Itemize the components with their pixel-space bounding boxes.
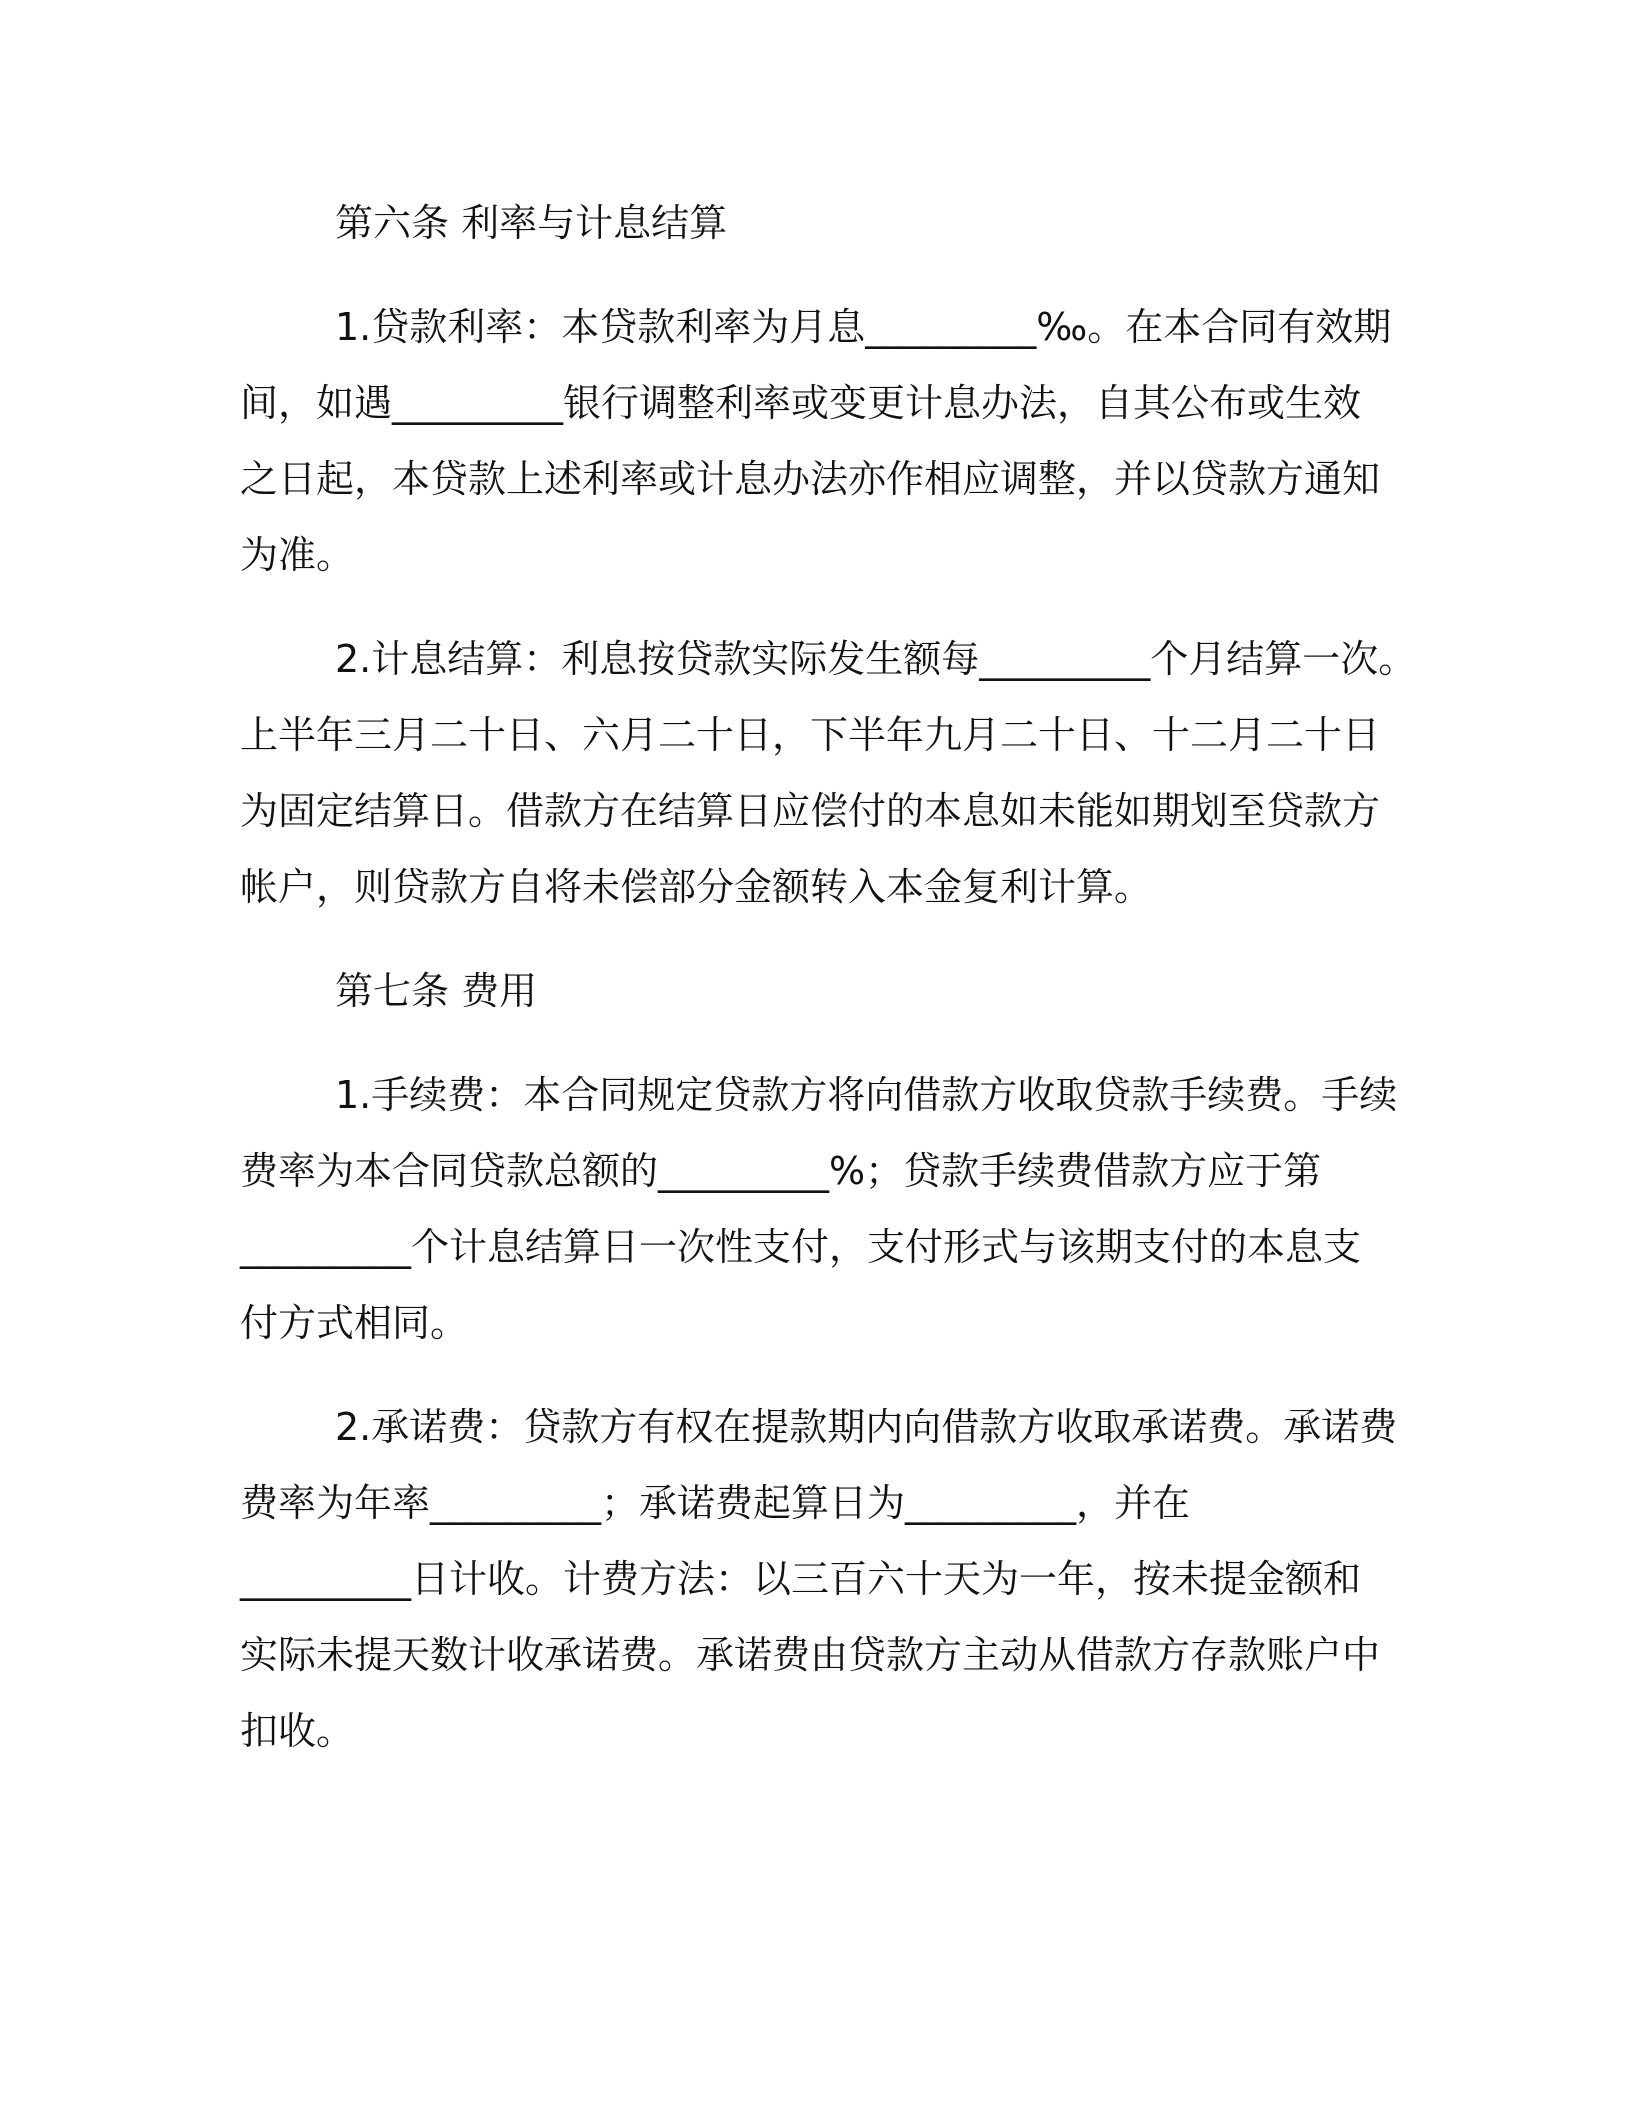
paragraph-line: 1.贷款利率：本贷款利率为月息_________‰。在本合同有效期 bbox=[335, 305, 1392, 349]
paragraph-line: _________日计收。计费方法：以三百六十天为一年，按未提金额和 bbox=[240, 1557, 1362, 1601]
paragraph-line: 间，如遇_________银行调整利率或变更计息办法，自其公布或生效 bbox=[240, 381, 1362, 425]
paragraph-line: 2.计息结算：利息按贷款实际发生额每_________个月结算一次。 bbox=[335, 637, 1417, 681]
paragraph-line: 1.手续费：本合同规定贷款方将向借款方收取贷款手续费。手续 bbox=[335, 1073, 1398, 1117]
article-7-clause-2 bbox=[240, 1389, 1398, 1769]
article-6-heading bbox=[240, 185, 1380, 261]
paragraph-line: 2.承诺费：贷款方有权在提款期内向借款方收取承诺费。承诺费 bbox=[335, 1405, 1398, 1449]
article-6-clause-1 bbox=[240, 289, 1392, 593]
paragraph-line: 实际未提天数计收承诺费。承诺费由贷款方主动从借款方存款账户中 bbox=[240, 1633, 1381, 1677]
document-page bbox=[240, 185, 1417, 1797]
paragraph-line: 扣收。 bbox=[240, 1709, 355, 1753]
paragraph-line: 上半年三月二十日、六月二十日，下半年九月二十日、十二月二十日 bbox=[240, 713, 1381, 757]
article-7-title: 第七条 费用 bbox=[335, 969, 538, 1013]
paragraph-line: 费率为本合同贷款总额的_________%；贷款手续费借款方应于第 bbox=[240, 1149, 1322, 1193]
article-6-clause-2 bbox=[240, 621, 1417, 925]
article-7-clause-1 bbox=[240, 1057, 1398, 1361]
paragraph-line: 为固定结算日。借款方在结算日应偿付的本息如未能如期划至贷款方 bbox=[240, 789, 1381, 833]
paragraph-line: 付方式相同。 bbox=[240, 1301, 469, 1345]
paragraph-line: 之日起，本贷款上述利率或计息办法亦作相应调整，并以贷款方通知 bbox=[240, 457, 1381, 501]
article-7-heading bbox=[240, 953, 1380, 1029]
paragraph-line: 为准。 bbox=[240, 533, 355, 577]
paragraph-line: 帐户，则贷款方自将未偿部分金额转入本金复利计算。 bbox=[240, 865, 1153, 909]
paragraph-line: _________个计息结算日一次性支付，支付形式与该期支付的本息支 bbox=[240, 1225, 1362, 1269]
paragraph-line: 费率为年率_________；承诺费起算日为_________，并在 bbox=[240, 1481, 1191, 1525]
article-6-title: 第六条 利率与计息结算 bbox=[335, 201, 728, 245]
